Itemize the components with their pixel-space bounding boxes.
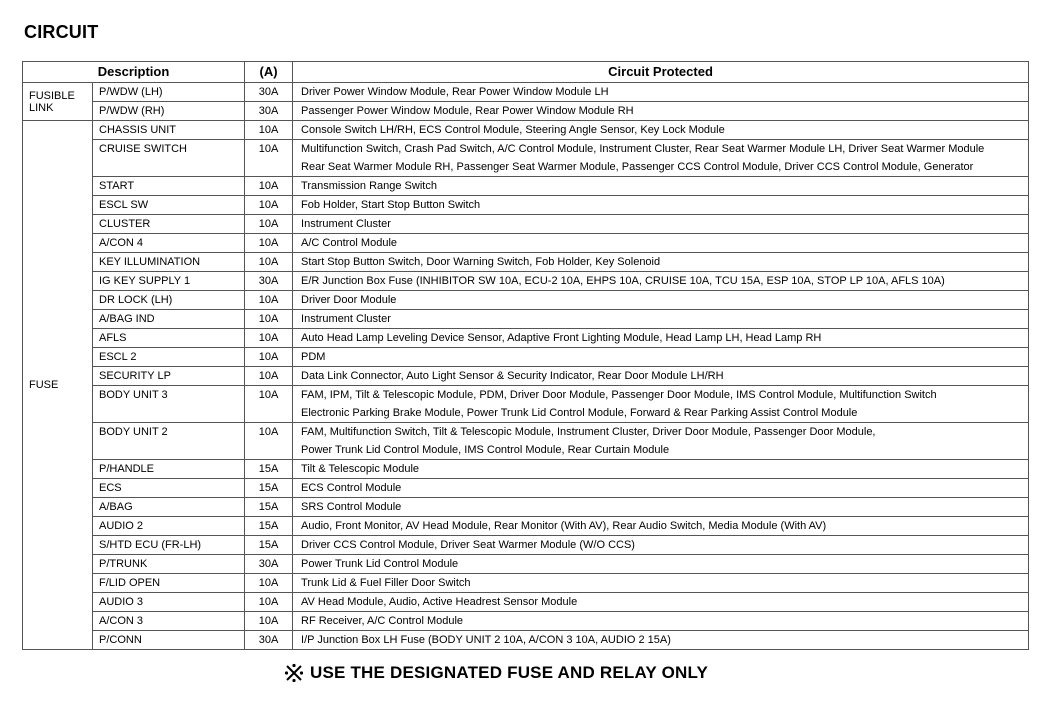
fuse-rating: 30A xyxy=(245,631,293,650)
fuse-name: P/WDW (RH) xyxy=(93,102,245,121)
table-header-row xyxy=(23,62,1029,83)
fuse-name: P/HANDLE xyxy=(93,460,245,479)
usage-note-text: USE THE DESIGNATED FUSE AND RELAY ONLY xyxy=(310,663,709,682)
table-row xyxy=(23,423,1029,460)
circuit-line: Tilt & Telescopic Module xyxy=(301,463,420,475)
fuse-rating: 10A xyxy=(245,121,293,140)
circuit-protected xyxy=(293,140,1029,177)
fuse-rating: 10A xyxy=(245,253,293,272)
circuit-line: Driver Power Window Module, Rear Power Window Module LH xyxy=(301,86,609,98)
fuse-rating: 10A xyxy=(245,310,293,329)
table-row xyxy=(23,612,1029,631)
fuse-rating: 10A xyxy=(245,367,293,386)
circuit-protected xyxy=(293,536,1029,555)
fuse-name: BODY UNIT 2 xyxy=(93,423,245,460)
circuit-line: RF Receiver, A/C Control Module xyxy=(301,615,464,627)
circuit-line: Passenger Power Window Module, Rear Power Window Module RH xyxy=(301,105,634,117)
table-row xyxy=(23,460,1029,479)
fuse-name: S/HTD ECU (FR-LH) xyxy=(93,536,245,555)
fuse-rating: 15A xyxy=(245,479,293,498)
table-row xyxy=(23,348,1029,367)
circuit-line: Driver Door Module xyxy=(301,294,397,306)
circuit-line: Power Trunk Lid Control Module, IMS Control Module, Rear Curtain Module xyxy=(301,444,670,456)
table-row xyxy=(23,272,1029,291)
circuit-protected xyxy=(293,574,1029,593)
circuit-protected xyxy=(293,121,1029,140)
table-row xyxy=(23,310,1029,329)
circuit-protected xyxy=(293,83,1029,102)
circuit-protected xyxy=(293,498,1029,517)
circuit-line: FAM, Multifunction Switch, Tilt & Telescopic Module, Instrument Cluster, Driver Door Module, Passenger Door Module, xyxy=(301,426,876,438)
fuse-name: ESCL 2 xyxy=(93,348,245,367)
table-row xyxy=(23,479,1029,498)
header-ampere: (A) xyxy=(245,62,293,83)
circuit-line: Electronic Parking Brake Module, Power Trunk Lid Control Module, Forward & Rear Parking Assist Control Module xyxy=(301,407,858,419)
category-cell xyxy=(23,121,93,650)
fuse-name: SECURITY LP xyxy=(93,367,245,386)
fuse-name: CRUISE SWITCH xyxy=(93,140,245,177)
circuit-line: E/R Junction Box Fuse (INHIBITOR SW 10A, ECU-2 10A, EHPS 10A, CRUISE 10A, TCU 15A, ESP 10A, STOP LP 10A, AFLS 10A) xyxy=(301,275,945,287)
fuse-rating: 10A xyxy=(245,423,293,460)
table-row xyxy=(23,177,1029,196)
table-row xyxy=(23,291,1029,310)
fuse-name: P/WDW (LH) xyxy=(93,83,245,102)
circuit-line: Audio, Front Monitor, AV Head Module, Rear Monitor (With AV), Rear Audio Switch, Media Module (With AV) xyxy=(301,520,827,532)
fuse-name: CHASSIS UNIT xyxy=(93,121,245,140)
table-row xyxy=(23,140,1029,177)
table-row xyxy=(23,593,1029,612)
fuse-rating: 10A xyxy=(245,593,293,612)
table-row xyxy=(23,196,1029,215)
fuse-rating: 15A xyxy=(245,498,293,517)
circuit-protected xyxy=(293,367,1029,386)
circuit-protected xyxy=(293,102,1029,121)
fuse-rating: 10A xyxy=(245,348,293,367)
fuse-rating: 30A xyxy=(245,555,293,574)
table-row xyxy=(23,234,1029,253)
fuse-name: DR LOCK (LH) xyxy=(93,291,245,310)
circuit-protected xyxy=(293,517,1029,536)
circuit-protected xyxy=(293,423,1029,460)
circuit-line: PDM xyxy=(301,351,326,363)
circuit-protected xyxy=(293,479,1029,498)
fuse-name: KEY ILLUMINATION xyxy=(93,253,245,272)
fuse-name: A/CON 3 xyxy=(93,612,245,631)
fuse-rating: 30A xyxy=(245,83,293,102)
circuit-line: ECS Control Module xyxy=(301,482,402,494)
fuse-name: A/BAG IND xyxy=(93,310,245,329)
fuse-name: A/BAG xyxy=(93,498,245,517)
fuse-name: P/TRUNK xyxy=(93,555,245,574)
usage-note xyxy=(284,663,708,683)
circuit-protected xyxy=(293,310,1029,329)
circuit-protected xyxy=(293,272,1029,291)
fuse-rating: 15A xyxy=(245,517,293,536)
circuit-line: Data Link Connector, Auto Light Sensor & Security Indicator, Rear Door Module LH/RH xyxy=(301,370,724,382)
fuse-rating: 30A xyxy=(245,102,293,121)
circuit-line: Transmission Range Switch xyxy=(301,180,437,192)
fuse-name: AFLS xyxy=(93,329,245,348)
fuse-name: P/CONN xyxy=(93,631,245,650)
circuit-protected xyxy=(293,177,1029,196)
circuit-protected xyxy=(293,234,1029,253)
table-row xyxy=(23,102,1029,121)
category-label: FUSE xyxy=(29,379,59,391)
circuit-protected xyxy=(293,555,1029,574)
reference-mark-icon xyxy=(284,663,304,683)
fuse-name: IG KEY SUPPLY 1 xyxy=(93,272,245,291)
fuse-name: CLUSTER xyxy=(93,215,245,234)
fuse-name: AUDIO 3 xyxy=(93,593,245,612)
fuse-rating: 10A xyxy=(245,196,293,215)
table-row xyxy=(23,215,1029,234)
fuse-name: BODY UNIT 3 xyxy=(93,386,245,423)
category-cell xyxy=(23,83,93,121)
table-row xyxy=(23,555,1029,574)
fuse-name: A/CON 4 xyxy=(93,234,245,253)
circuit-line: AV Head Module, Audio, Active Headrest Sensor Module xyxy=(301,596,578,608)
circuit-line: A/C Control Module xyxy=(301,237,398,249)
table-body xyxy=(23,83,1029,650)
page-title: CIRCUIT xyxy=(24,22,99,42)
circuit-line: Trunk Lid & Fuel Filler Door Switch xyxy=(301,577,471,589)
circuit-protected xyxy=(293,631,1029,650)
header-circuit-protected: Circuit Protected xyxy=(293,62,1029,83)
fuse-name: AUDIO 2 xyxy=(93,517,245,536)
fuse-rating: 10A xyxy=(245,215,293,234)
fuse-name: START xyxy=(93,177,245,196)
circuit-protected xyxy=(293,348,1029,367)
fuse-rating: 10A xyxy=(245,612,293,631)
table-row xyxy=(23,386,1029,423)
circuit-line: Console Switch LH/RH, ECS Control Module, Steering Angle Sensor, Key Lock Module xyxy=(301,124,725,136)
circuit-line: Multifunction Switch, Crash Pad Switch, A/C Control Module, Instrument Cluster, Rear Seat Warmer Module LH, Driver Seat Warmer Module xyxy=(301,143,985,155)
table-row xyxy=(23,631,1029,650)
table-row xyxy=(23,83,1029,102)
circuit-line: Driver CCS Control Module, Driver Seat Warmer Module (W/O CCS) xyxy=(301,539,635,551)
circuit-protected xyxy=(293,253,1029,272)
circuit-protected xyxy=(293,215,1029,234)
circuit-table xyxy=(22,61,1029,650)
circuit-protected xyxy=(293,291,1029,310)
fuse-name: ECS xyxy=(93,479,245,498)
header-description: Description xyxy=(23,62,245,83)
circuit-protected xyxy=(293,386,1029,423)
table-row xyxy=(23,517,1029,536)
category-label: LINK xyxy=(29,101,54,114)
fuse-rating: 10A xyxy=(245,291,293,310)
circuit-line: Power Trunk Lid Control Module xyxy=(301,558,459,570)
table-row xyxy=(23,536,1029,555)
circuit-protected xyxy=(293,196,1029,215)
fuse-rating: 10A xyxy=(245,574,293,593)
circuit-line: Auto Head Lamp Leveling Device Sensor, Adaptive Front Lighting Module, Head Lamp LH, Head Lamp RH xyxy=(301,332,822,344)
fuse-rating: 10A xyxy=(245,234,293,253)
table-row xyxy=(23,367,1029,386)
fuse-rating: 10A xyxy=(245,177,293,196)
circuit-line: Rear Seat Warmer Module RH, Passenger Seat Warmer Module, Passenger CCS Control Module, Driver CCS Control Module, Generator xyxy=(301,161,974,173)
table-row xyxy=(23,253,1029,272)
circuit-protected xyxy=(293,460,1029,479)
circuit-protected xyxy=(293,329,1029,348)
fuse-rating: 10A xyxy=(245,386,293,423)
fuse-rating: 15A xyxy=(245,536,293,555)
circuit-protected xyxy=(293,593,1029,612)
table-row xyxy=(23,329,1029,348)
fuse-name: F/LID OPEN xyxy=(93,574,245,593)
table-row xyxy=(23,574,1029,593)
category-label: FUSIBLE xyxy=(29,89,75,102)
fuse-rating: 10A xyxy=(245,329,293,348)
circuit-line: FAM, IPM, Tilt & Telescopic Module, PDM, Driver Door Module, Passenger Door Module, IMS Control Module, Multifunction Switch xyxy=(301,389,937,401)
fuse-rating: 30A xyxy=(245,272,293,291)
fuse-name: ESCL SW xyxy=(93,196,245,215)
circuit-line: Fob Holder, Start Stop Button Switch xyxy=(301,199,481,211)
fuse-rating: 10A xyxy=(245,140,293,177)
table-row xyxy=(23,498,1029,517)
fuse-rating: 15A xyxy=(245,460,293,479)
circuit-line: Start Stop Button Switch, Door Warning Switch, Fob Holder, Key Solenoid xyxy=(301,256,661,268)
circuit-protected xyxy=(293,612,1029,631)
table-row xyxy=(23,121,1029,140)
circuit-line: SRS Control Module xyxy=(301,501,402,513)
circuit-line: Instrument Cluster xyxy=(301,313,391,325)
circuit-line: Instrument Cluster xyxy=(301,218,391,230)
circuit-line: I/P Junction Box LH Fuse (BODY UNIT 2 10A, A/CON 3 10A, AUDIO 2 15A) xyxy=(301,634,671,646)
